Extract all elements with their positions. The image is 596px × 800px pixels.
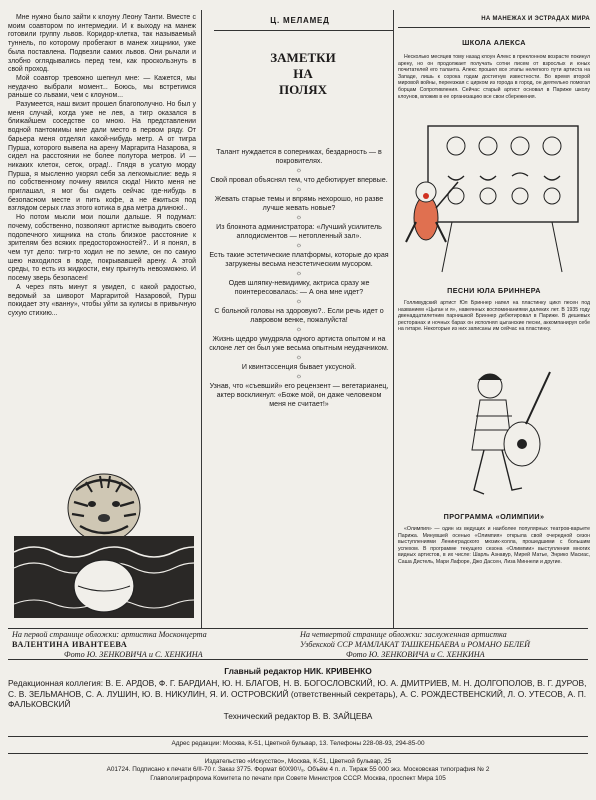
section-title: ШКОЛА АЛЕКСА bbox=[462, 38, 526, 47]
cover-note-first bbox=[12, 630, 297, 660]
sun-separator-icon: ☼ bbox=[295, 270, 303, 277]
column-divider bbox=[393, 10, 394, 628]
cover-note-line: На четвертой странице обложки: заслуженная артистка bbox=[300, 630, 507, 639]
section-title: ПРОГРАММА «ОЛИМПИИ» bbox=[443, 512, 545, 521]
sun-separator-icon: ☼ bbox=[295, 186, 303, 193]
title-line: ПОЛЯХ bbox=[278, 82, 328, 97]
aphorism: С больной головы на здоровую?.. Если речь идет о лавровом венке, пожалуйста! bbox=[214, 307, 384, 324]
cover-note-line: ВАЛЕНТИНА ИВАНТЕЕВА bbox=[12, 640, 128, 649]
sun-separator-icon: ☼ bbox=[295, 326, 303, 333]
imprint bbox=[8, 758, 588, 783]
paragraph: Голливудский артист Юл Бриннер напел на пластинку цикл песен под названием «Цыган и я», навеянных воспоминаниями далеких лет. В 1935 году двенадцатилетним парнишкой Бриннер дебютировал в Париже. В дешевых ресторанах и ночных барах он исполнял цыганские песни, аккомпанируя себе на гитаре. Некоторые из них записаны им сейчас на пластинку. bbox=[398, 300, 590, 333]
rubric-heading: НА МАНЕЖАХ И ЭСТРАДАХ МИРА bbox=[481, 16, 590, 22]
paragraph: Разумеется, наш визит прошел благополучно. Но был у меня случай, когда уже не лев, а тигр оказался в ближайшем соседстве со мною. На представлении водной пантомимы мне дали место в первом ряду. От барьера меня отделял какой-нибудь метр. А от тигра Пурша, которого вывела на арену Маргарита Назарова, я сидел на расстоянии не более полутора метров. И — никаких клеток, сеток, оград!.. Глядя в усатую морду Пурша, я мысленно укорял себя за легкомыслие: ведь я по собственному почину явился сюда! Никто меня не приглашал, я мог бы сидеть сейчас где-нибудь в безопасном месте и пить кофе, а не ёжиться под взглядом серых глаз этого котика в два метра длиною!.. bbox=[8, 101, 196, 213]
title-line: НА bbox=[293, 66, 313, 81]
paragraph: Мой соавтор тревожно шепнул мне: — Кажется, мы неудачно выбрали момент... Боюсь, мы встретимся раньше со львами, чем с клоуном... bbox=[8, 74, 196, 100]
aphorism: Есть такие эстетические платформы, которые до края загружены весьма неэстетическим мусором. bbox=[209, 251, 389, 268]
sun-separator-icon: ☼ bbox=[295, 354, 303, 361]
paragraph: «Олимпия» — один из ведущих и наиболее популярных театров-варьете Парижа. Минувшей осенью «Олимпия» открыла свой очередной сезон выступлениями Ленинградского мюзик-холла, прошедшими с большим успехом. В программе текущего сезона «Олимпии» выступления многих видных артистов, в их числе: Шарль Азнавур, Мирей Матье, Энрико Масиас, Саша Дистель, Мари Лафоре, Джо Дассен, Лиза Миннели и другие. bbox=[398, 526, 590, 565]
paragraph: А через пять минут я увидел, с какой радостью, ведомый за шиворот Маргаритой Назаровой, Пурш покидает эту «ванну», чтобы уйти за кулисы в привычную сухую стихию... bbox=[8, 283, 196, 317]
chief-editor: Главный редактор НИК. КРИВЕНКО bbox=[224, 666, 372, 676]
paragraph: Мне нужно было зайти к клоуну Леону Танти. Вместе с моим соавтором по интермедии. И к выходу на манеж готовили группу львов. Коридор-клетка, так называемый туннель, по которому пробегают в манеж хищники, уже была поставлена. Подвезли самих львов. Они рычали и злобно оглядывались перед тем, как проскользнуть в свой проход. bbox=[8, 14, 196, 74]
paragraph: Но потом мысли мои пошли дальше. Я подумал: почему, собственно, позволяют артистке выводить своего подопечного хищника на столь близкое расстояние к зрителям без всяких предосторожностей?.. И я понял, в чем тут дело: тигр-то ходил не по земле, он по самую шею находился в воде, покрывавшей арену. А этой среды, то есть из жидкости, ему прыгнуть невозможно. И посему зверь безопасен! bbox=[8, 214, 196, 283]
aphorism: Талант нуждается в соперниках, бездарность — в покровителях. bbox=[216, 148, 382, 165]
editorial-board: Редакционная коллегия: В. Е. АРДОВ, Ф. Г. БАРДИАН, Ю. Н. БЛАГОВ, Н. В. БОГОСЛОВСКИЙ, Ю. А. ДМИТРИЕВ, М. Н. ДОЛГОПОЛОВ, В. Г. ДУРОВ, С. В. ЗЕЛЬМАНОВ, С. А. ЛУШИН, Ю. В. НИКУЛИН, Я. И. ОСТРОВСКИЙ (ответственный секретарь), А. С. РОЖДЕСТВЕНСКИЙ, Л. О. УТЕСОВ, А. П. ФАЛЬКОВСКИЙ bbox=[8, 678, 587, 709]
agency-line: Главполиграфпрома Комитета по печати при Совете Министров СССР. Москва, проспект Мира 105 bbox=[150, 774, 446, 782]
aphorism: Свой провал объяснял тем, что дебютирует впервые. bbox=[210, 176, 388, 184]
cover-note-line: Фото Ю. ЗЕНКОВИЧА и С. ХЕНКИНА bbox=[346, 650, 485, 659]
aphorism: И квинтэссенция бывает уксусной. bbox=[241, 363, 357, 371]
section-text bbox=[398, 300, 590, 333]
sun-separator-icon: ☼ bbox=[295, 373, 303, 380]
cover-note-fourth bbox=[300, 630, 585, 660]
editorial-address: Адрес редакции: Москва, К-51, Цветной бульвар, 13. Телефоны 228-08-93, 294-85-00 bbox=[171, 740, 425, 747]
tiger-illustration bbox=[14, 468, 194, 618]
article-title bbox=[268, 50, 338, 98]
paragraph: Несколько месяцев тому назад клоун Алекс в преклонном возрасте покинул арену, но он продолжает получать сотни писем от взрослых и юных почитателей его таланта. Алекс прошел все этапы нелегкого пути артиста на Западе, лишь к сорока годам достигнув известности. Во время второй мировой войны, переезжая с цирком из города в город, он деятельно помогал борцам Сопротивления. Сейчас старый артист основал в Париже школу клоунов, вложив в ее организацию все свои сбережения. bbox=[398, 54, 590, 100]
clown-school-illustration bbox=[402, 122, 588, 282]
sun-separator-icon: ☼ bbox=[295, 167, 303, 174]
article-author: Ц. МЕЛАМЕД bbox=[270, 16, 330, 25]
section-text bbox=[398, 526, 590, 566]
aphorisms bbox=[209, 148, 389, 409]
section-text bbox=[398, 54, 590, 100]
divider bbox=[8, 753, 588, 754]
sun-separator-icon: ☼ bbox=[295, 298, 303, 305]
aphorism: Из блокнота администратора: «Лучший усилитель аплодисментов — нетопленный зал». bbox=[216, 223, 382, 240]
technical-editor: Технический редактор В. В. ЗАЙЦЕВА bbox=[223, 711, 373, 722]
cover-note-line: Фото Ю. ЗЕНКОВИЧА и С. ХЕНКИНА bbox=[64, 650, 203, 659]
left-column-text bbox=[8, 14, 196, 319]
aphorism: Узнав, что «съевший» его рецензент — вегетарианец, актер воскликнул: «Боже мой, он даже человеком меня не считает!» bbox=[209, 382, 389, 408]
aphorism: Жевать старые темы и впрямь нехорошо, но разве лучше жевать новые? bbox=[214, 195, 384, 212]
column-divider bbox=[201, 10, 202, 628]
editorial-credits bbox=[8, 666, 588, 721]
cover-note-line: На первой странице обложки: артистка Москонцерта bbox=[12, 630, 207, 639]
divider bbox=[398, 27, 590, 28]
aphorism: Жизнь щедро умудряла одного артиста опытом и на склоне лет он был уже весьма опытным неудачником. bbox=[209, 335, 389, 352]
aphorism: Одев шляпку-невидимку, актриса сразу же поинтересовалась: — А она мне идет? bbox=[228, 279, 370, 296]
sun-separator-icon: ☼ bbox=[295, 214, 303, 221]
title-line: ЗАМЕТКИ bbox=[270, 50, 336, 65]
guitarist-illustration bbox=[450, 366, 570, 506]
cover-note-line: Узбекской ССР МАМЛАКАТ ТАШКЕНБАЕВА и РОМАНО БЕЛЕЙ bbox=[300, 640, 531, 649]
sun-separator-icon: ☼ bbox=[295, 242, 303, 249]
divider bbox=[8, 736, 588, 737]
divider bbox=[214, 30, 394, 31]
section-title: ПЕСНИ ЮЛА БРИННЕРА bbox=[447, 286, 541, 295]
publisher-line: Издательство «Искусство», Москва, К-51, Цветной бульвар, 25 bbox=[204, 758, 392, 765]
print-line: А01724. Подписано к печати 6/II-70 г. Заказ 3775. Формат 60Х90¹/₈. Объём 4 п. л. Тираж 55 000 экз. Московская типография № 2 bbox=[106, 766, 490, 774]
